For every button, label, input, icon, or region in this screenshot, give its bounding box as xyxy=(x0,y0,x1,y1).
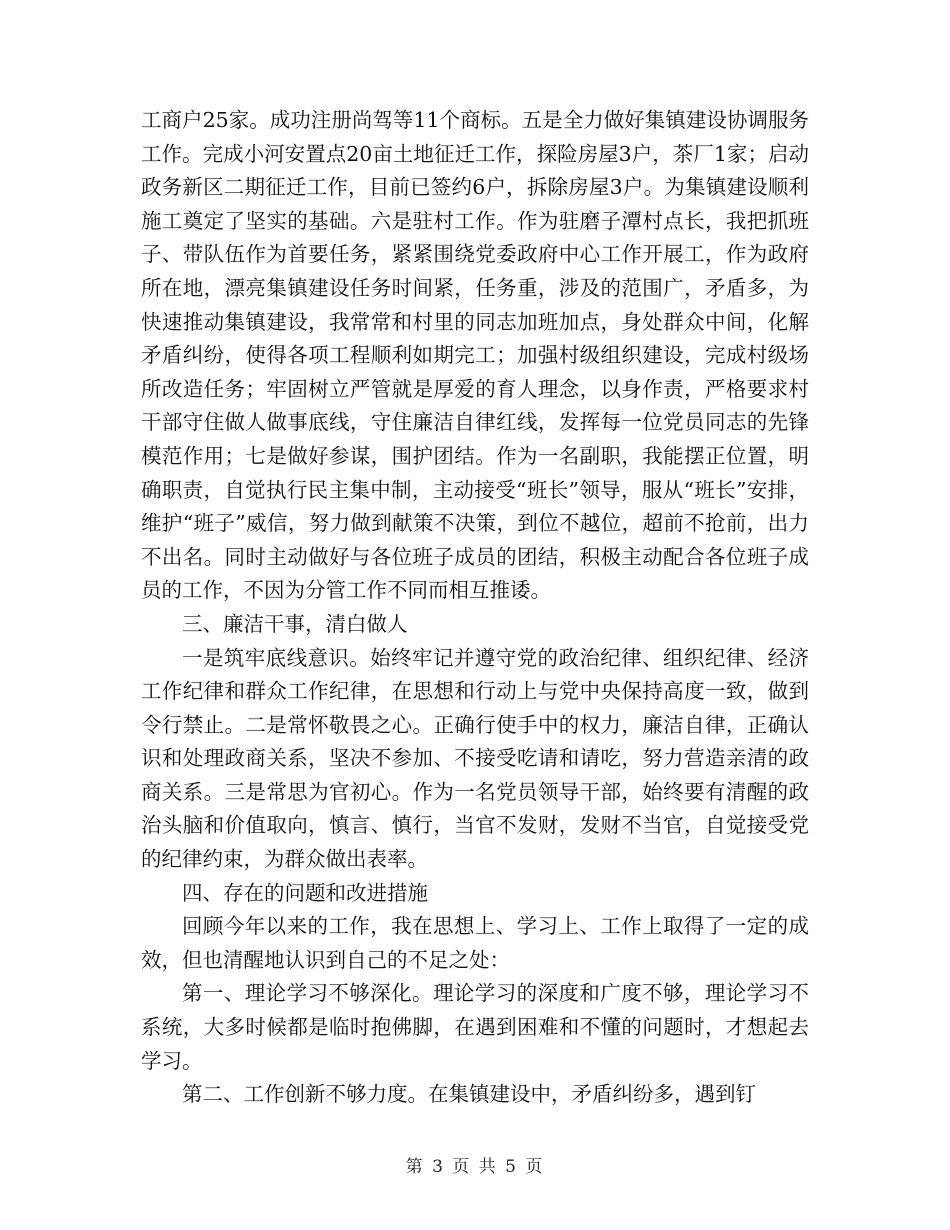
paragraph-review: 回顾今年以来的工作，我在思想上、学习上、工作上取得了一定的成效，但也清醒地认识到自己的不足之处： xyxy=(141,914,809,972)
paragraph-point-two: 第二、工作创新不够力度。在集镇建设中，矛盾纠纷多，遇到钉 xyxy=(182,1082,756,1107)
paragraph-integrity: 一是筑牢底线意识。始终牢记并遵守党的政治纪律、组织纪律、经济工作纪律和群众工作纪律，在思想和行动上与党中央保持高度一致，做到令行禁止。二是常怀敬畏之心。正确行使手中的权力，廉洁自律，正确认识和处理政商关系，坚决不参加、不接受吃请和请吃，努力营造亲清的政商关系。三是常思为官初心。作为一名党员领导干部，始终要有清醒的政治头脑和价值取向，慎言、慎行，当官不发财，发财不当官，自觉接受党的纪律约束，为群众做出表率。 xyxy=(141,645,809,872)
document-body xyxy=(141,104,809,1112)
section-heading-problems: 四、存在的问题和改进措施 xyxy=(182,880,428,905)
section-heading-integrity: 三、廉洁干事，清白做人 xyxy=(182,611,408,636)
paragraph-continuation: 工商户25家。成功注册尚驾等11个商标。五是全力做好集镇建设协调服务工作。完成小河安置点20亩土地征迁工作，探险房屋3户，茶厂1家；启动政务新区二期征迁工作，目前已签约6户，拆除房屋3户。为集镇建设顺利施工奠定了坚实的基础。六是驻村工作。作为驻磨子潭村点长，我把抓班子、带队伍作为首要任务，紧紧围绕党委政府中心工作开展工，作为政府所在地，漂亮集镇建设任务时间紧，任务重，涉及的范围广，矛盾多，为快速推动集镇建设，我常常和村里的同志加班加点，身处群众中间，化解矛盾纠纷，使得各项工程顺利如期完工；加强村级组织建设，完成村级场所改造任务；牢固树立严管就是厚爱的育人理念，以身作责，严格要求村干部守住做人做事底线，守住廉洁自律红线，发挥每一位党员同志的先锋模范作用；七是做好参谋，围护团结。作为一名副职，我能摆正位置，明确职责，自觉执行民主集中制，主动接受“班长”领导，服从“班长”安排，维护“班子”威信，努力做到献策不决策，到位不越位，超前不抢前，出力不出名。同时主动做好与各位班子成员的团结，积极主动配合各位班子成员的工作，不因为分管工作不同而相互推诿。 xyxy=(141,108,809,603)
paragraph-point-one: 第一、理论学习不够深化。理论学习的深度和广度不够，理论学习不系统，大多时候都是临时抱佛脚，在遇到困难和不懂的问题时，才想起去学习。 xyxy=(141,981,809,1073)
page-number-footer: 第 3 页 共 5 页 xyxy=(405,1157,545,1177)
